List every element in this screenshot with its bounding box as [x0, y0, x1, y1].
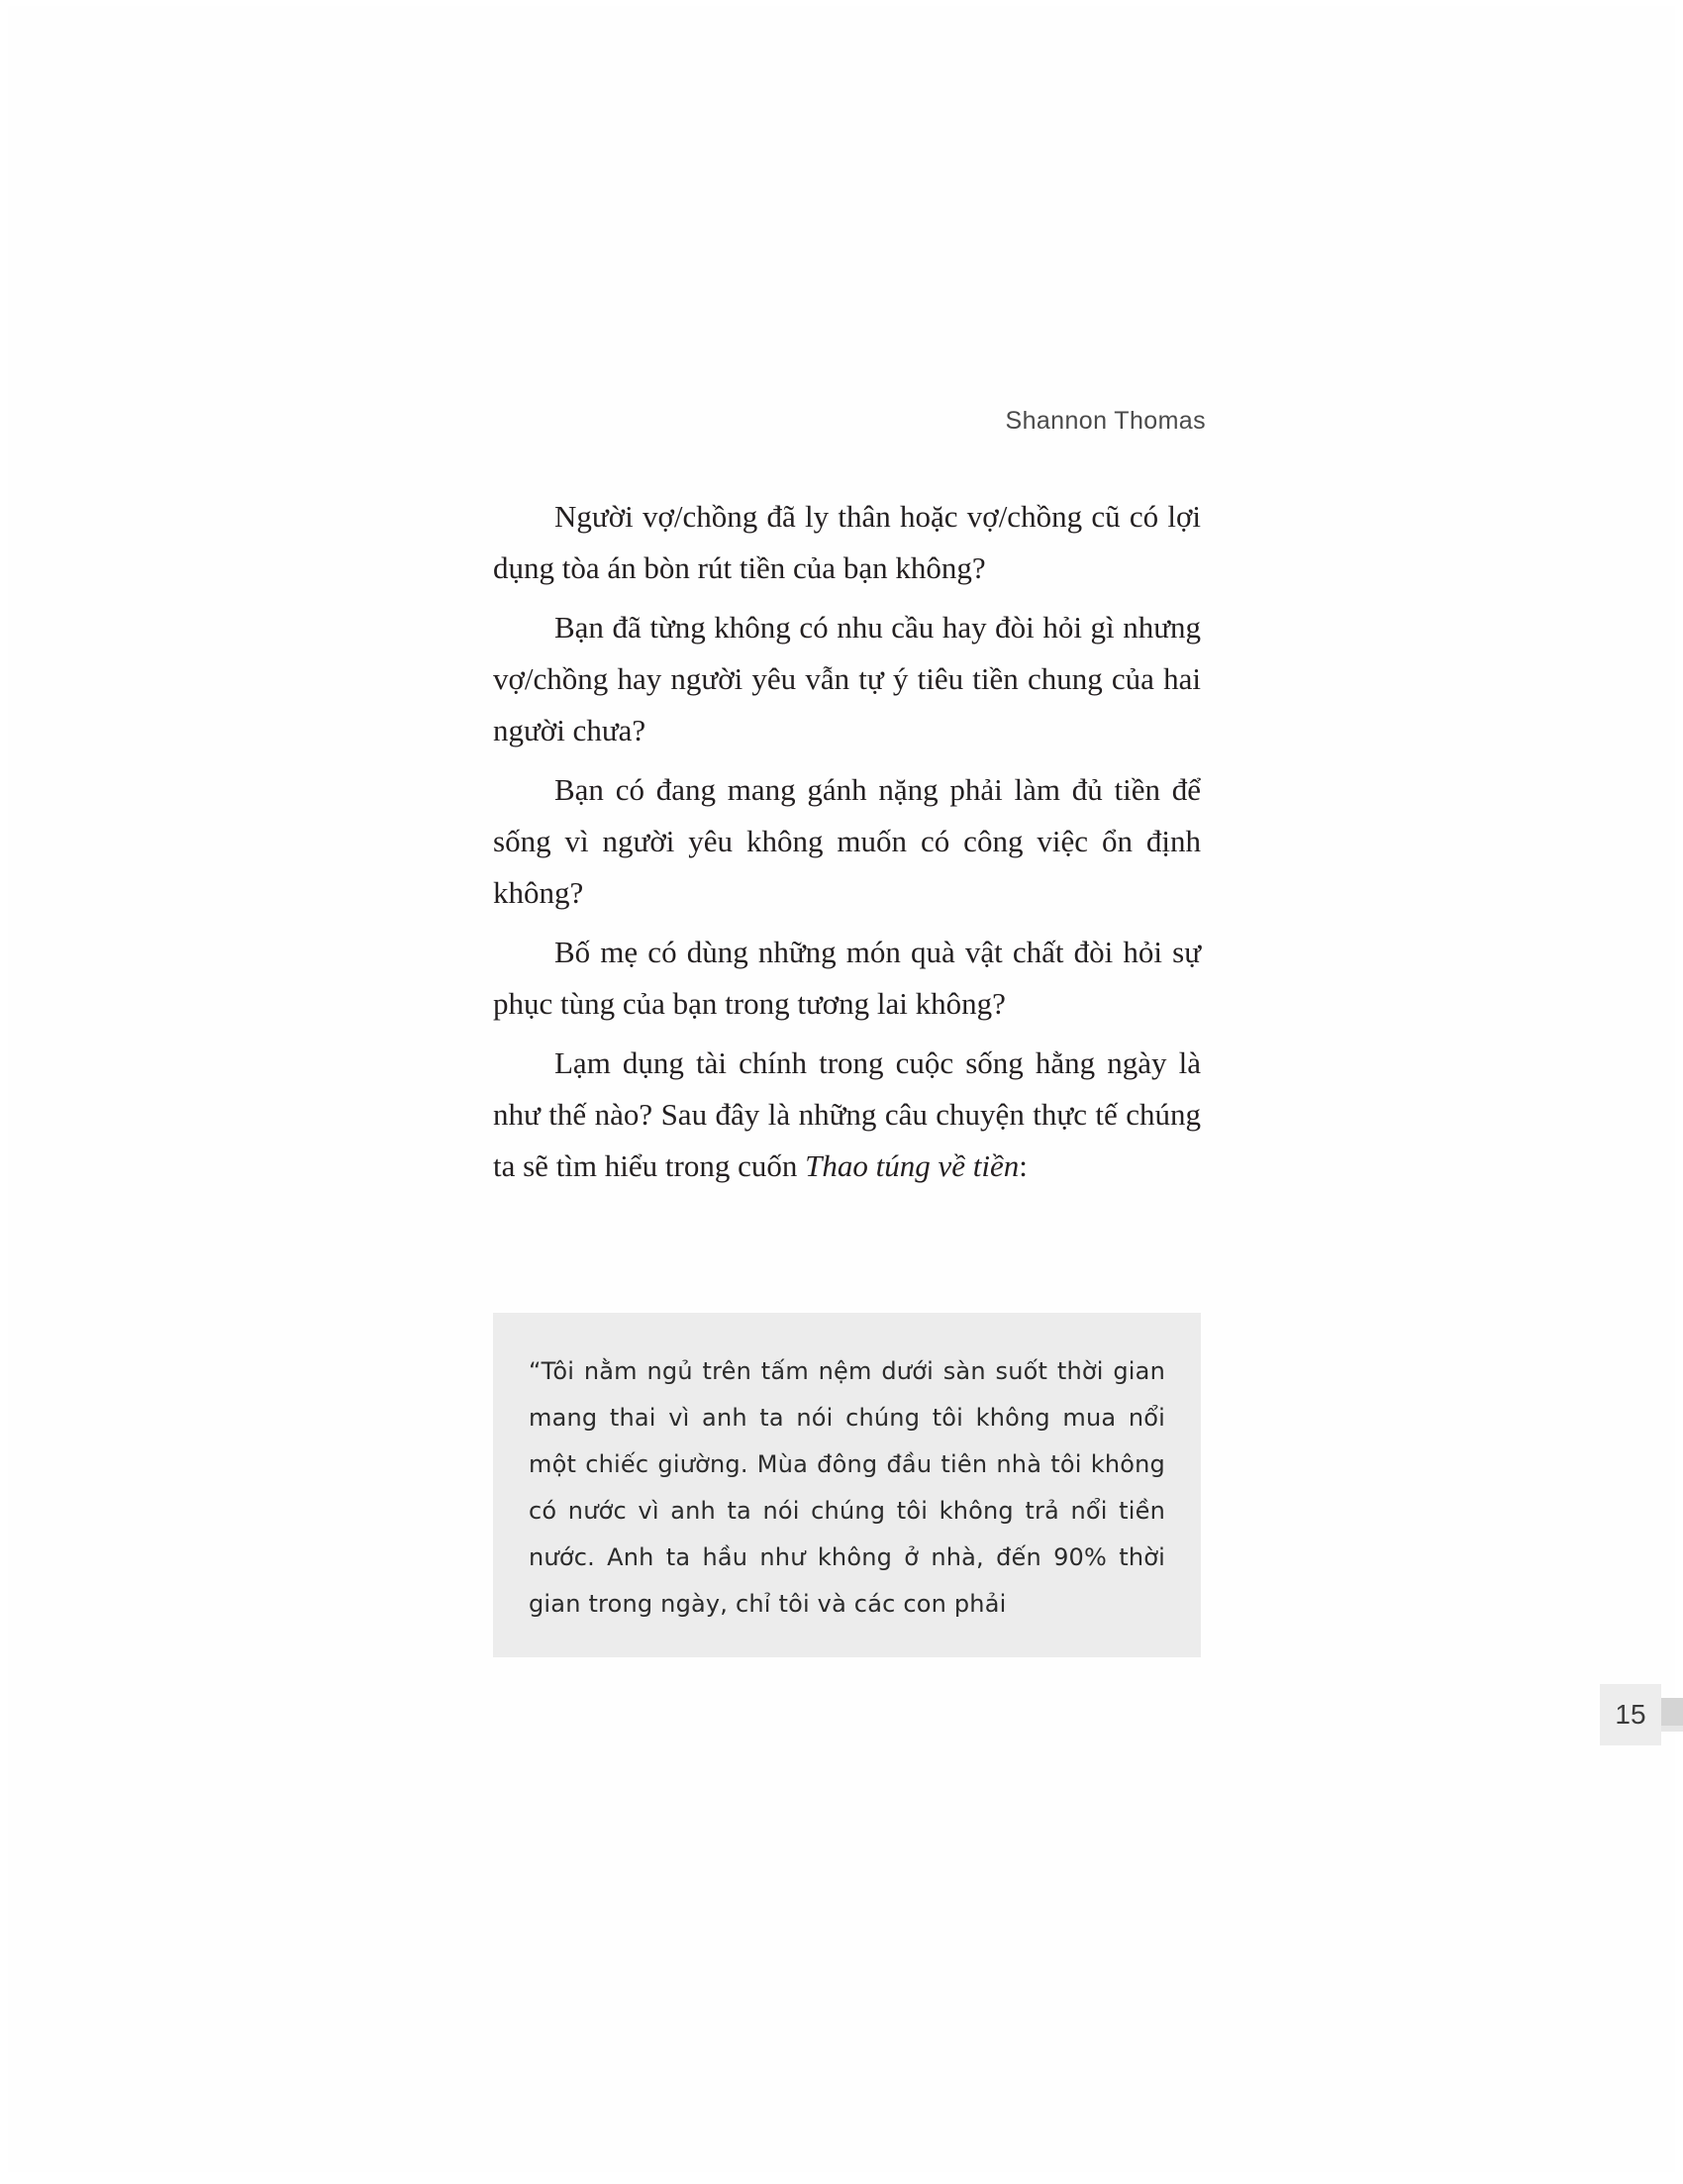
page-number-box	[1600, 1684, 1661, 1745]
page-number: 15	[1615, 1699, 1646, 1730]
paragraph-text-after-title: :	[1019, 1148, 1028, 1183]
body-text-block	[493, 491, 1201, 1192]
page-content	[493, 6, 1646, 2184]
pull-quote-box	[493, 1313, 1201, 1657]
folio-decoration-bar	[1661, 1698, 1683, 1726]
paragraph: Bạn có đang mang gánh nặng phải làm đủ tiền để sống vì người yêu không muốn có công việc ổn định không?	[493, 772, 1201, 910]
page-number-tab	[1600, 1684, 1683, 1745]
paragraph-with-book-title	[493, 1038, 1201, 1192]
folio-decoration-bar-shadow	[1661, 1726, 1683, 1732]
paragraph: Người vợ/chồng đã ly thân hoặc vợ/chồng cũ có lợi dụng tòa án bòn rút tiền của bạn không?	[493, 499, 1201, 585]
pull-quote-text: “Tôi nằm ngủ trên tấm nệm dưới sàn suốt thời gian mang thai vì anh ta nói chúng tôi không mua nổi một chiếc giường. Mùa đông đầu tiên nhà tôi không có nước vì anh ta nói chúng tôi không trả nổi tiền nước. Anh ta hầu như không ở nhà, đến 90% thời gian trong ngày, chỉ tôi và các con phải	[529, 1357, 1165, 1618]
running-head-author: Shannon Thomas	[1005, 407, 1206, 435]
page-surface	[8, 6, 1675, 2172]
paragraph-text-before-title: Lạm dụng tài chính trong cuộc sống hằng ngày là như thế nào? Sau đây là những câu chuyện thực tế chúng ta sẽ tìm hiểu trong cuốn	[493, 1045, 1201, 1183]
book-title-italic: Thao túng về tiền	[805, 1148, 1020, 1183]
paragraph: Bạn đã từng không có nhu cầu hay đòi hỏi gì nhưng vợ/chồng hay người yêu vẫn tự ý tiêu tiền chung của hai người chưa?	[493, 610, 1201, 747]
paragraph: Bố mẹ có dùng những món quà vật chất đòi hỏi sự phục tùng của bạn trong tương lai không?	[493, 935, 1201, 1021]
